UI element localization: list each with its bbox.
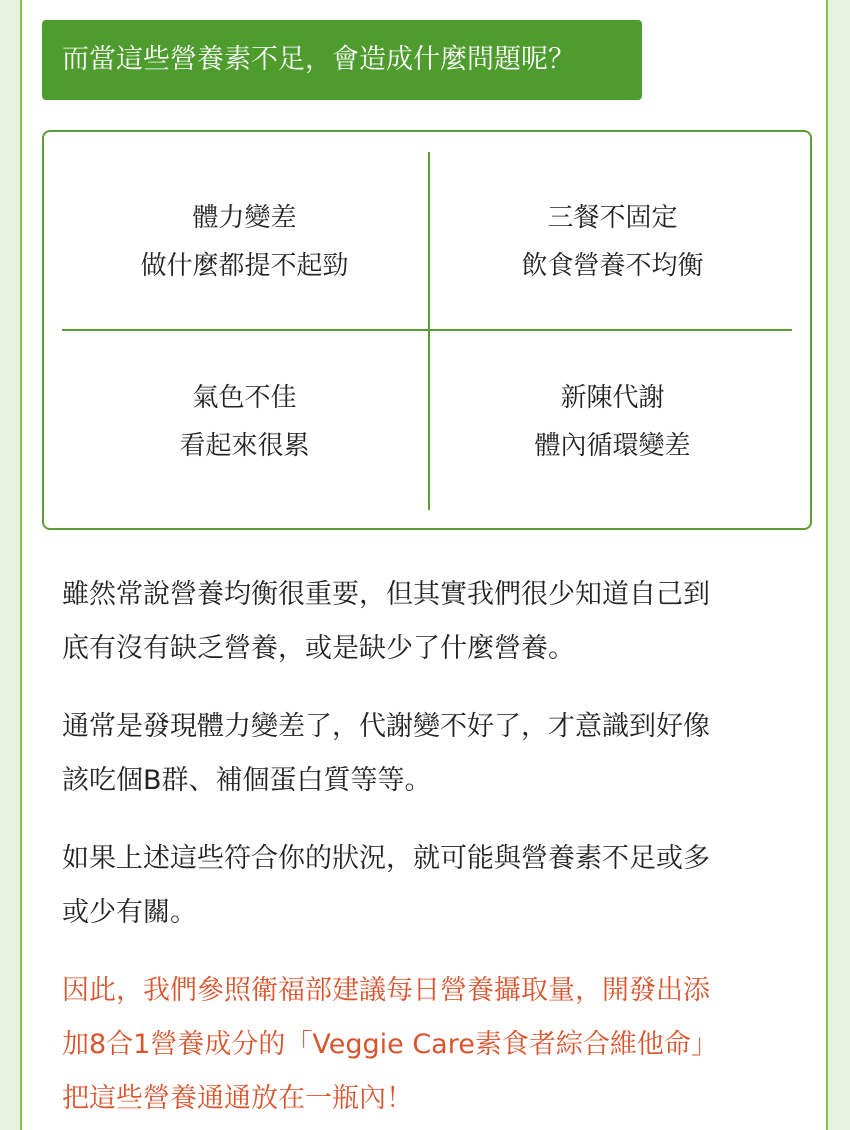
grid-horizontal-divider bbox=[62, 329, 792, 331]
paragraph-line: 底有沒有缺乏營養，或是缺少了什麼營養。 bbox=[62, 633, 575, 664]
problem-grid bbox=[42, 130, 812, 530]
paragraph-line: 該吃個B群、補個蛋白質等等。 bbox=[62, 765, 432, 796]
grid-cell-title: 新陳代謝 bbox=[560, 383, 665, 413]
highlight-line: 把這些營養通通放在一瓶內！ bbox=[62, 1083, 413, 1114]
paragraph-line: 如果上述這些符合你的狀況，就可能與營養素不足或多 bbox=[62, 843, 710, 874]
highlight-line: 因此，我們參照衛福部建議每日營養攝取量，開發出添 bbox=[62, 975, 710, 1006]
paragraph-line: 雖然常說營養均衡很重要，但其實我們很少知道自己到 bbox=[62, 579, 710, 610]
grid-cell-title: 三餐不固定 bbox=[547, 203, 678, 233]
grid-cell-title: 體力變差 bbox=[192, 203, 297, 233]
product-highlight bbox=[62, 964, 792, 1126]
grid-cell-title: 氣色不佳 bbox=[192, 383, 297, 413]
paragraph-balance bbox=[62, 568, 792, 676]
grid-cell-energy bbox=[62, 194, 427, 290]
paragraph-line: 通常是發現體力變差了，代謝變不好了，才意識到好像 bbox=[62, 711, 710, 742]
paragraph-symptoms bbox=[62, 700, 792, 808]
grid-cell-complexion bbox=[62, 374, 427, 470]
grid-cell-desc: 看起來很累 bbox=[179, 431, 310, 461]
grid-cell-desc: 體內循環變差 bbox=[534, 431, 691, 461]
section-heading: 而當這些營養素不足，會造成什麼問題呢？ bbox=[42, 20, 642, 100]
grid-cell-meals bbox=[430, 194, 795, 290]
grid-cell-metabolism bbox=[430, 374, 795, 470]
grid-cell-desc: 飲食營養不均衡 bbox=[521, 251, 704, 281]
grid-cell-desc: 做什麼都提不起勁 bbox=[140, 251, 349, 281]
paragraph-conclusion bbox=[62, 832, 792, 940]
paragraph-line: 或少有關。 bbox=[62, 897, 197, 928]
highlight-line: 加8合1營養成分的「Veggie Care素食者綜合維他命」 bbox=[62, 1029, 718, 1060]
content-panel bbox=[20, 0, 828, 1130]
